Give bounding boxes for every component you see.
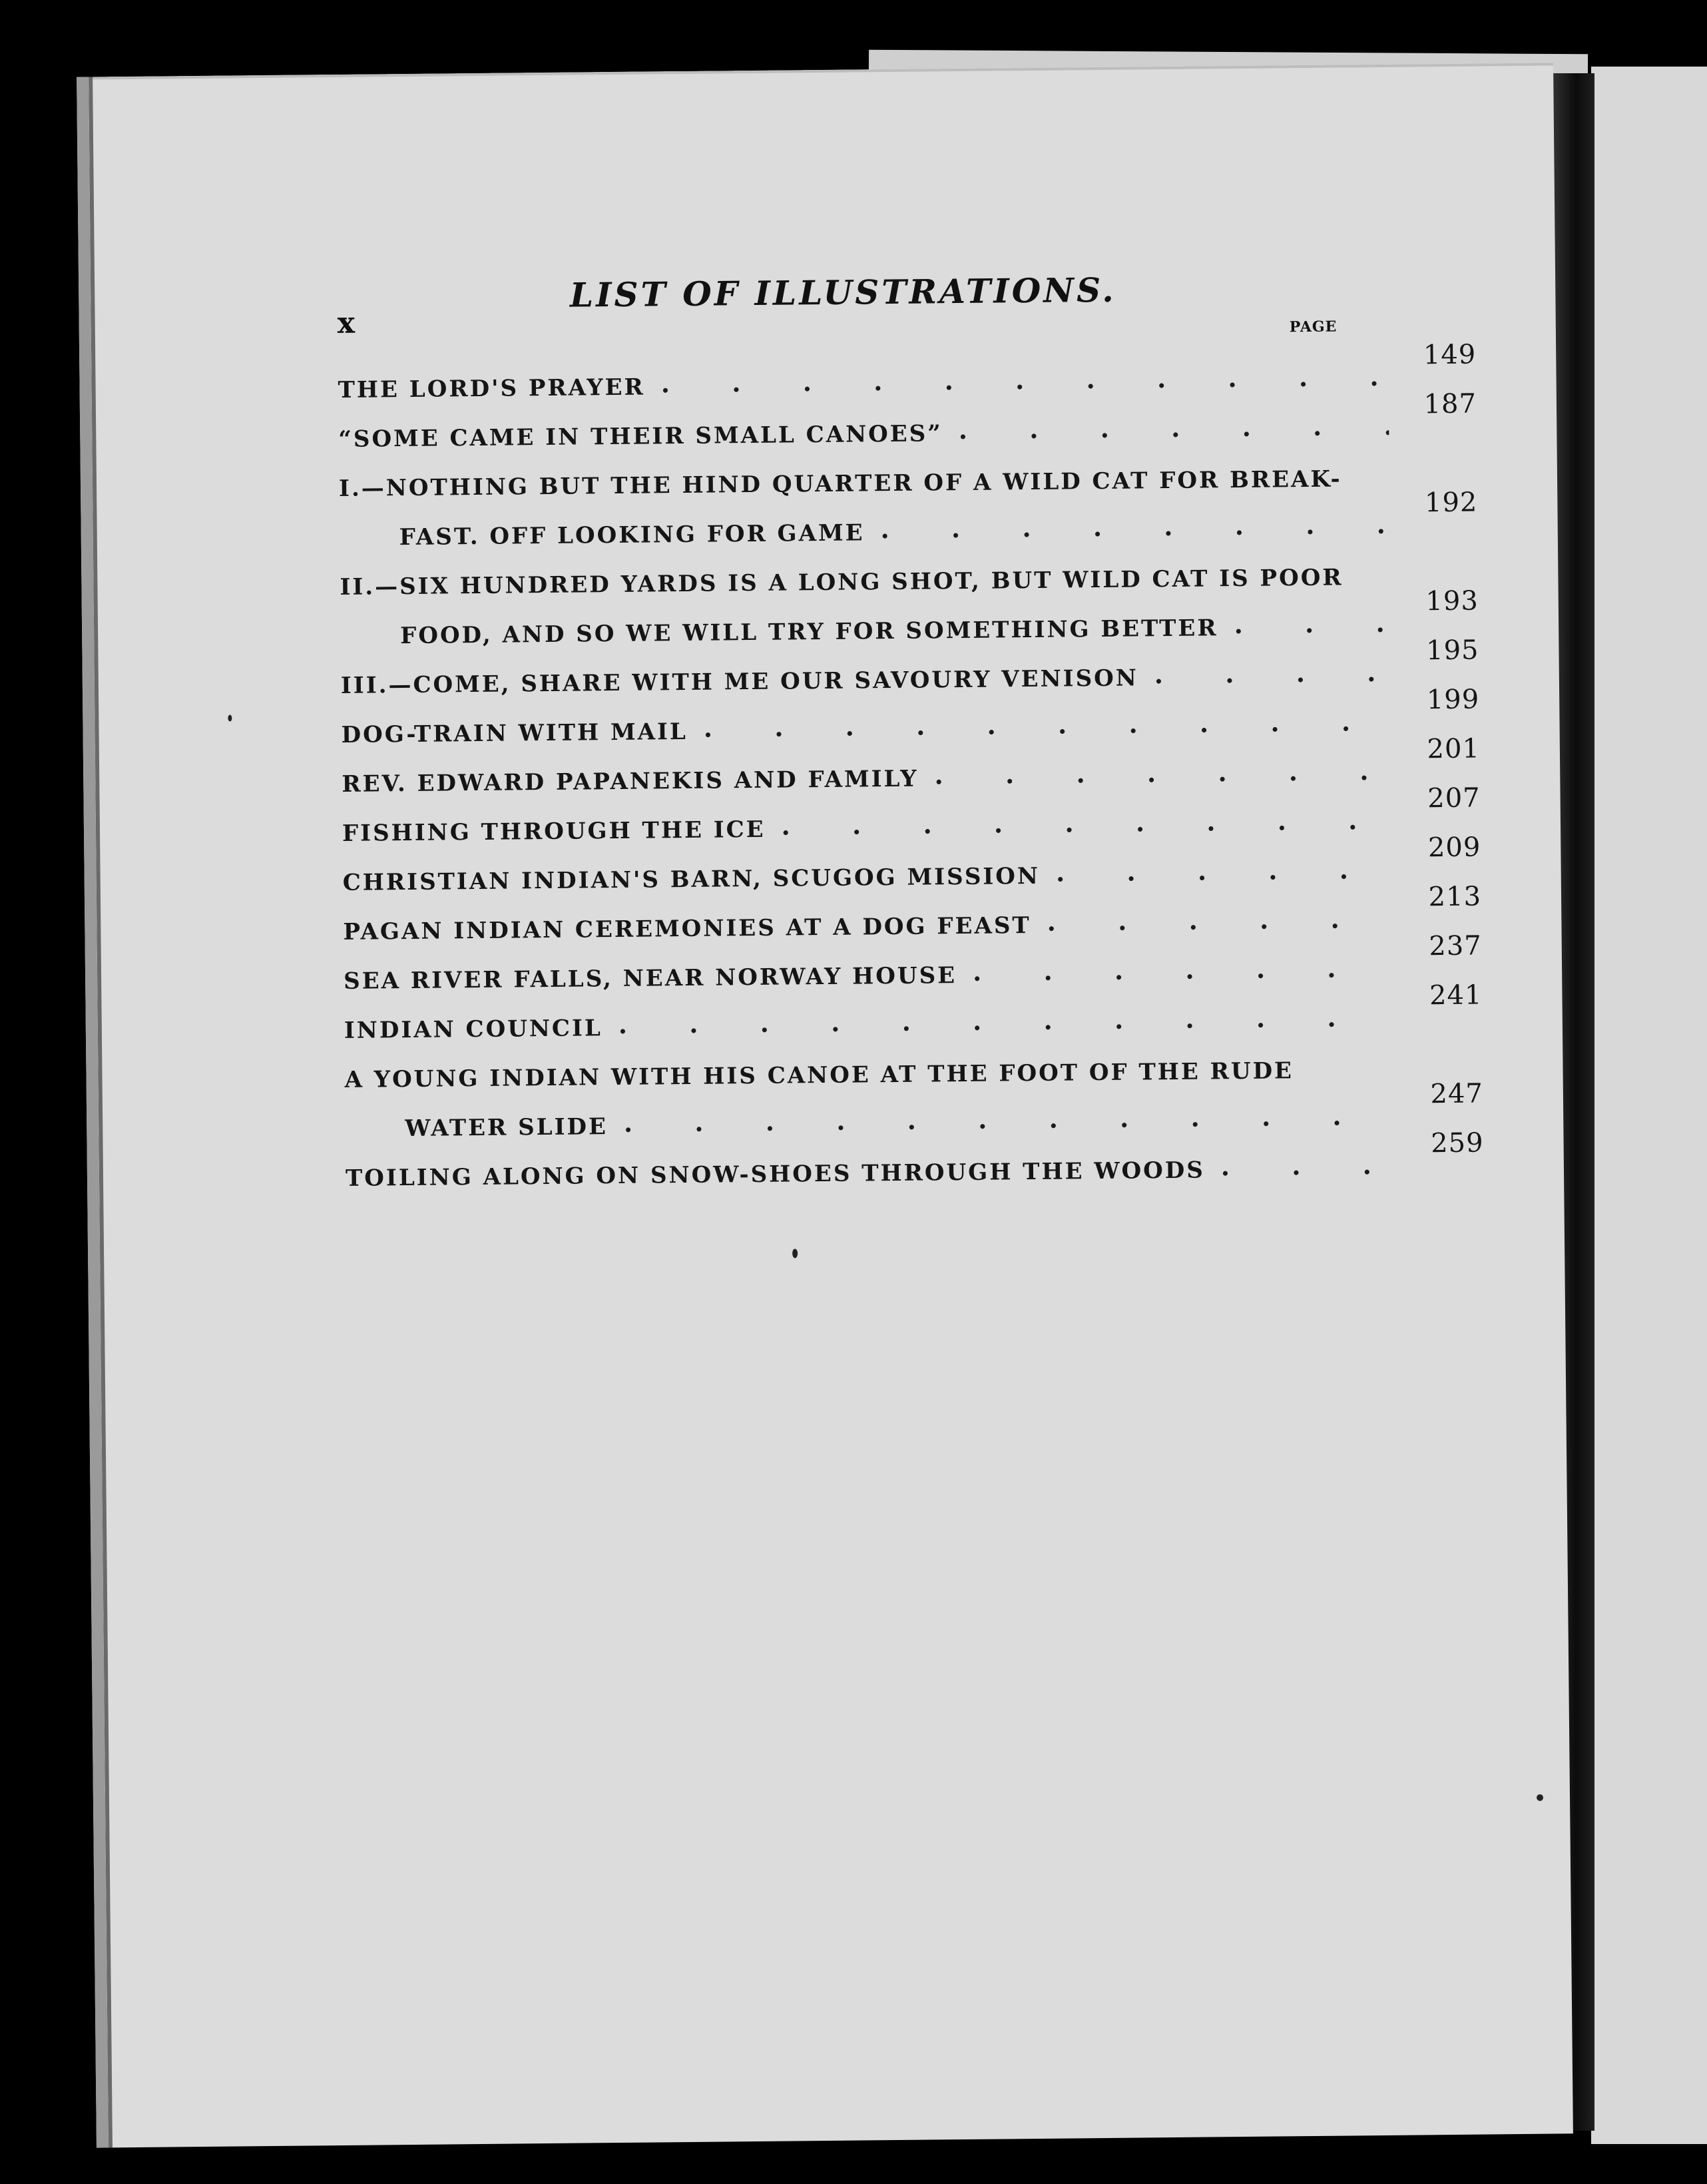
illustration-page-number: 213 <box>1428 881 1482 913</box>
illustration-title: THE LORD'S PRAYER <box>338 374 646 404</box>
illustration-page-number <box>1398 567 1478 568</box>
illustration-page-number: 149 <box>1423 339 1477 371</box>
illustration-page-number: 193 <box>1425 585 1479 617</box>
leader-dots <box>1154 660 1391 687</box>
illustration-page-number: 192 <box>1424 487 1478 519</box>
illustration-title: I.—NOTHING BUT THE HIND QUARTER OF A WILD CAT FOR BREAK- <box>338 465 1342 502</box>
illustration-title: FISHING THROUGH THE ICE <box>342 816 766 847</box>
illustration-page-number: 187 <box>1423 388 1477 420</box>
page-title: LIST OF ILLUSTRATIONS. <box>569 270 1116 315</box>
illustration-title: II.—SIX HUNDRED YARDS IS A LONG SHOT, BUT WILD CAT IS POOR <box>340 564 1343 601</box>
leader-dots <box>661 364 1389 396</box>
leader-dots <box>934 758 1392 788</box>
illustration-page-number <box>1403 1060 1483 1061</box>
illustration-title: III.—COME, SHARE WITH ME OUR SAVOURY VENISON <box>340 665 1139 699</box>
print-speck <box>792 1248 798 1258</box>
illustration-title: REV. EDWARD PAPANEKIS AND FAMILY <box>342 765 919 798</box>
leader-dots <box>781 808 1393 839</box>
leader-dots <box>618 1005 1395 1037</box>
leader-dots <box>1221 1153 1397 1180</box>
illustration-title: INDIAN COUNCIL <box>344 1015 603 1044</box>
illustration-title: FAST. OFF LOOKING FOR GAME <box>399 519 865 551</box>
leader-dots <box>973 956 1394 985</box>
illustration-page-number: 259 <box>1431 1127 1484 1159</box>
illustration-title: “SOME CAME IN THEIR SMALL CANOES” <box>338 420 943 453</box>
illustration-page-number: 207 <box>1427 782 1481 814</box>
print-speck <box>1537 1794 1543 1801</box>
page-column-label: PAGE <box>1289 318 1338 336</box>
book-page <box>77 63 1573 2147</box>
illustration-title: CHRISTIAN INDIAN'S BARN, SCUGOG MISSION <box>342 862 1041 896</box>
leader-dots <box>1056 857 1393 886</box>
illustration-page-number: 237 <box>1429 930 1482 962</box>
illustration-title: SEA RIVER FALLS, NEAR NORWAY HOUSE <box>343 962 957 995</box>
page-content <box>89 63 1573 2147</box>
adjacent-page-strip <box>1591 67 1707 2144</box>
illustrations-list <box>338 339 1484 1192</box>
illustration-page-number: 199 <box>1426 684 1480 716</box>
illustration-title: A YOUNG INDIAN WITH HIS CANOE AT THE FOOT OF THE RUDE <box>344 1057 1294 1093</box>
leader-dots <box>959 413 1389 443</box>
illustration-title: WATER SLIDE <box>405 1113 609 1143</box>
print-speck <box>228 715 232 722</box>
illustration-page-number: 195 <box>1425 635 1479 667</box>
illustration-title: DOG-TRAIN WITH MAIL <box>341 718 688 748</box>
leader-dots <box>1234 611 1391 637</box>
page-number: x <box>337 306 356 340</box>
illustration-page-number: 241 <box>1429 979 1483 1011</box>
illustration-title: TOILING ALONG ON SNOW-SHOES THROUGH THE WOODS <box>345 1157 1205 1192</box>
illustration-page-number: 201 <box>1427 733 1481 765</box>
leader-dots <box>624 1103 1396 1136</box>
illustration-title: PAGAN INDIAN CEREMONIES AT A DOG FEAST <box>343 912 1031 946</box>
illustration-page-number: 209 <box>1427 832 1481 864</box>
leader-dots <box>1047 906 1393 935</box>
illustration-page-number: 247 <box>1430 1078 1484 1110</box>
leader-dots <box>880 512 1390 542</box>
leader-dots <box>704 709 1392 741</box>
illustration-title: FOOD, AND SO WE WILL TRY FOR SOMETHING BETTER <box>400 615 1218 650</box>
